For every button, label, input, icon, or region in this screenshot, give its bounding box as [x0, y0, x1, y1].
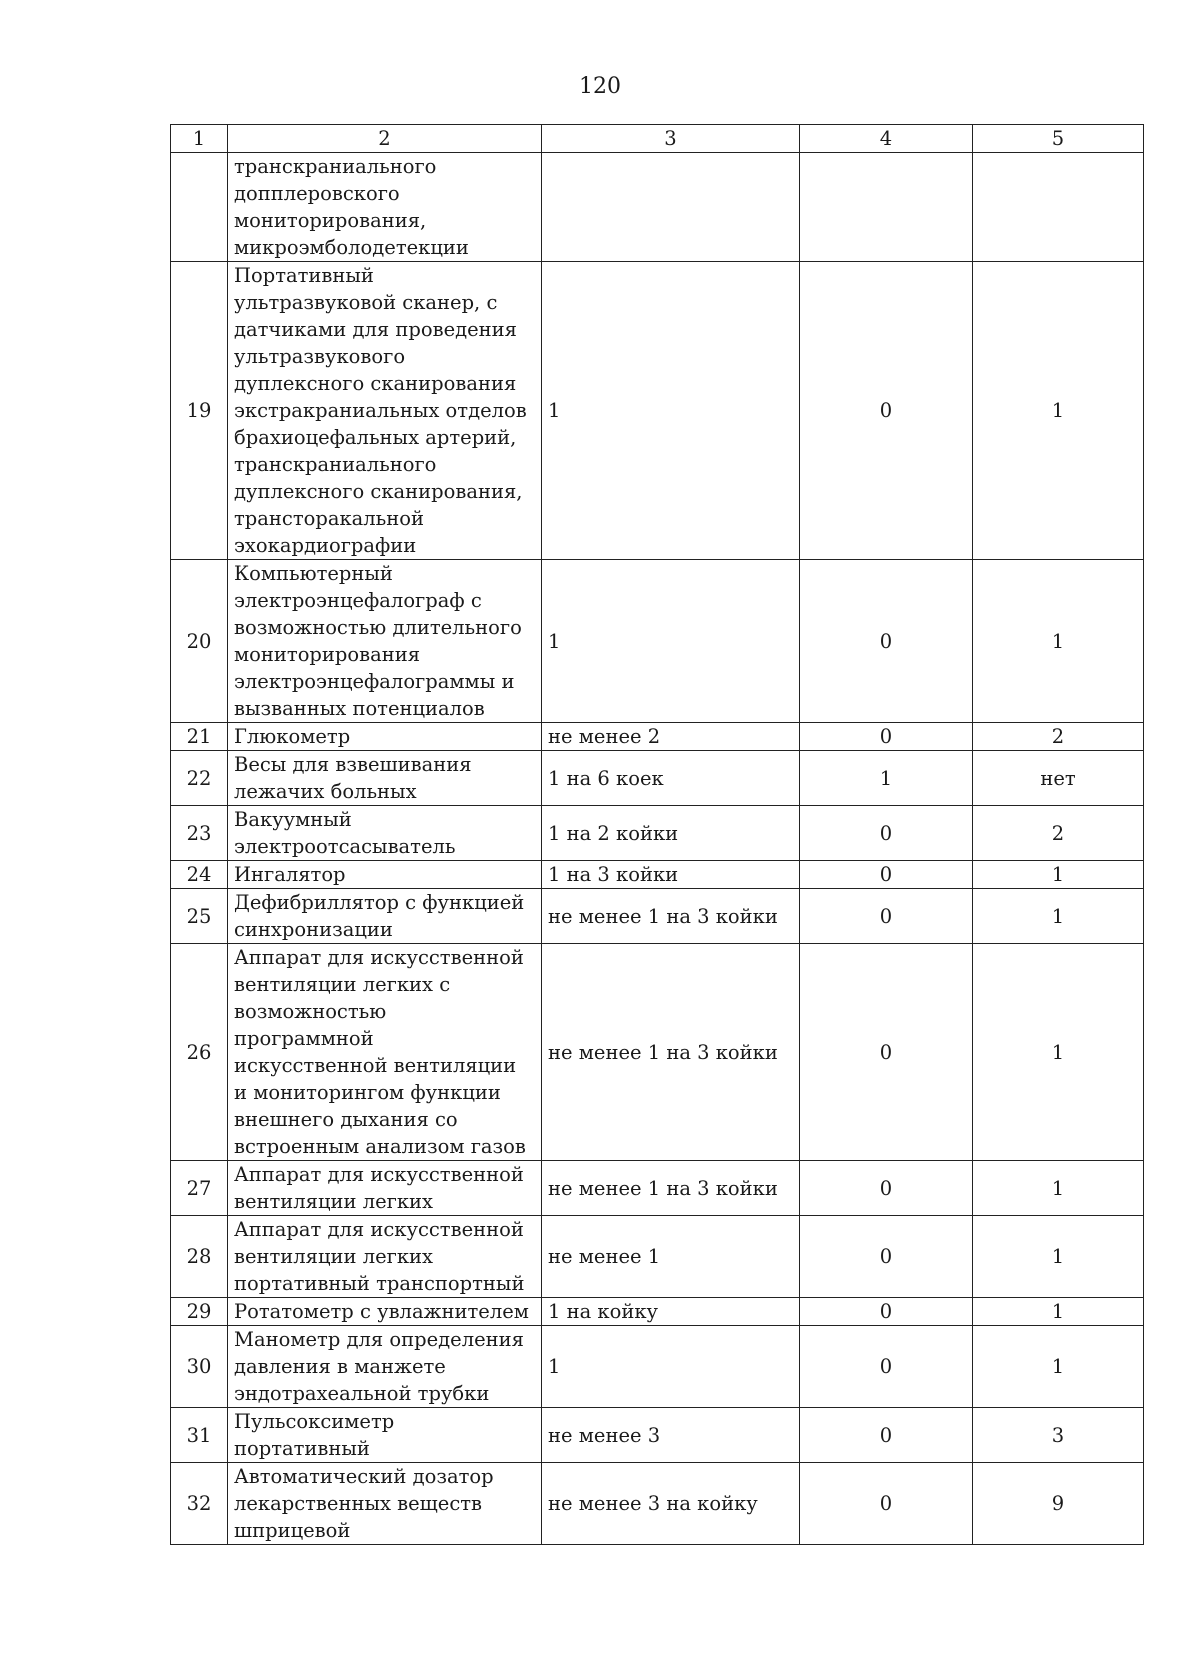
- required-quantity: не менее 1 на 3 койки: [542, 944, 800, 1161]
- row-number: 31: [171, 1408, 228, 1463]
- table-row: [171, 889, 1144, 944]
- equipment-name: Компьютерный электроэнцефалограф с возможностью длительного мониторирования электроэнцефалограммы и вызванных потенциалов: [228, 560, 542, 723]
- equipment-table: [170, 124, 1144, 1545]
- required-quantity: [542, 153, 800, 262]
- column-5-value: 1: [973, 1161, 1144, 1216]
- column-4-value: 0: [800, 806, 973, 861]
- row-number: 24: [171, 861, 228, 889]
- row-number: 28: [171, 1216, 228, 1298]
- row-number: 22: [171, 751, 228, 806]
- equipment-name: Вакуумный электроотсасыватель: [228, 806, 542, 861]
- column-5-value: 1: [973, 889, 1144, 944]
- column-5-value: 1: [973, 262, 1144, 560]
- column-5-value: 3: [973, 1408, 1144, 1463]
- equipment-name: Манометр для определения давления в манжете эндотрахеальной трубки: [228, 1326, 542, 1408]
- row-number: 26: [171, 944, 228, 1161]
- equipment-name: транскраниального допплеровского мониторирования, микроэмболодетекции: [228, 153, 542, 262]
- header-cell-1: 1: [171, 125, 228, 153]
- column-4-value: 1: [800, 751, 973, 806]
- column-4-value: 0: [800, 1216, 973, 1298]
- page-number: 120: [579, 74, 621, 99]
- required-quantity: 1: [542, 1326, 800, 1408]
- table-row: [171, 806, 1144, 861]
- equipment-name: Пульсоксиметр портативный: [228, 1408, 542, 1463]
- row-number: [171, 153, 228, 262]
- equipment-name: Ингалятор: [228, 861, 542, 889]
- column-4-value: [800, 153, 973, 262]
- row-number: 19: [171, 262, 228, 560]
- row-number: 20: [171, 560, 228, 723]
- column-5-value: 1: [973, 861, 1144, 889]
- table-row: [171, 560, 1144, 723]
- row-number: 25: [171, 889, 228, 944]
- row-number: 32: [171, 1463, 228, 1545]
- required-quantity: не менее 1: [542, 1216, 800, 1298]
- required-quantity: 1 на 2 койки: [542, 806, 800, 861]
- equipment-name: Автоматический дозатор лекарственных веществ шприцевой: [228, 1463, 542, 1545]
- column-4-value: 0: [800, 723, 973, 751]
- table-row: [171, 1161, 1144, 1216]
- equipment-name: Глюкометр: [228, 723, 542, 751]
- column-5-value: 1: [973, 560, 1144, 723]
- header-cell-3: 3: [542, 125, 800, 153]
- equipment-name: Ротатометр с увлажнителем: [228, 1298, 542, 1326]
- required-quantity: 1 на 6 коек: [542, 751, 800, 806]
- table-row: [171, 861, 1144, 889]
- equipment-name: Аппарат для искусственной вентиляции легких с возможностью программной искусственной вентиляции и мониторингом функции внешнего дыхания со встроенным анализом газов: [228, 944, 542, 1161]
- required-quantity: не менее 3 на койку: [542, 1463, 800, 1545]
- required-quantity: 1 на 3 койки: [542, 861, 800, 889]
- column-4-value: 0: [800, 1161, 973, 1216]
- equipment-name: Весы для взвешивания лежачих больных: [228, 751, 542, 806]
- column-4-value: 0: [800, 1408, 973, 1463]
- row-number: 23: [171, 806, 228, 861]
- equipment-name: Аппарат для искусственной вентиляции легких: [228, 1161, 542, 1216]
- table-row: [171, 1298, 1144, 1326]
- column-4-value: 0: [800, 262, 973, 560]
- equipment-name: Дефибриллятор с функцией синхронизации: [228, 889, 542, 944]
- column-4-value: 0: [800, 560, 973, 723]
- header-cell-4: 4: [800, 125, 973, 153]
- row-number: 29: [171, 1298, 228, 1326]
- table-row: [171, 1216, 1144, 1298]
- column-5-value: 1: [973, 1298, 1144, 1326]
- row-number: 21: [171, 723, 228, 751]
- table-row: [171, 723, 1144, 751]
- table-row: [171, 751, 1144, 806]
- required-quantity: не менее 1 на 3 койки: [542, 1161, 800, 1216]
- table-row: [171, 262, 1144, 560]
- table-row: [171, 944, 1144, 1161]
- header-cell-5: 5: [973, 125, 1144, 153]
- column-5-value: 1: [973, 1216, 1144, 1298]
- required-quantity: 1 на койку: [542, 1298, 800, 1326]
- column-5-value: 2: [973, 806, 1144, 861]
- column-5-value: 9: [973, 1463, 1144, 1545]
- table-row: [171, 1408, 1144, 1463]
- column-5-value: нет: [973, 751, 1144, 806]
- column-5-value: 1: [973, 944, 1144, 1161]
- required-quantity: 1: [542, 560, 800, 723]
- header-row: [171, 125, 1144, 153]
- column-4-value: 0: [800, 1326, 973, 1408]
- row-number: 27: [171, 1161, 228, 1216]
- column-5-value: 1: [973, 1326, 1144, 1408]
- column-4-value: 0: [800, 1298, 973, 1326]
- table-row: [171, 1326, 1144, 1408]
- required-quantity: не менее 2: [542, 723, 800, 751]
- column-5-value: [973, 153, 1144, 262]
- table-row: [171, 153, 1144, 262]
- required-quantity: не менее 3: [542, 1408, 800, 1463]
- header-cell-2: 2: [228, 125, 542, 153]
- column-4-value: 0: [800, 944, 973, 1161]
- column-5-value: 2: [973, 723, 1144, 751]
- equipment-name: Аппарат для искусственной вентиляции легких портативный транспортный: [228, 1216, 542, 1298]
- column-4-value: 0: [800, 861, 973, 889]
- table-row: [171, 1463, 1144, 1545]
- required-quantity: 1: [542, 262, 800, 560]
- row-number: 30: [171, 1326, 228, 1408]
- column-4-value: 0: [800, 889, 973, 944]
- equipment-name: Портативный ультразвуковой сканер, с датчиками для проведения ультразвукового дуплексного сканирования экстракраниальных отделов брахиоцефальных артерий, транскраниального дуплексного сканирования, трансторакальной эхокардиографии: [228, 262, 542, 560]
- required-quantity: не менее 1 на 3 койки: [542, 889, 800, 944]
- column-4-value: 0: [800, 1463, 973, 1545]
